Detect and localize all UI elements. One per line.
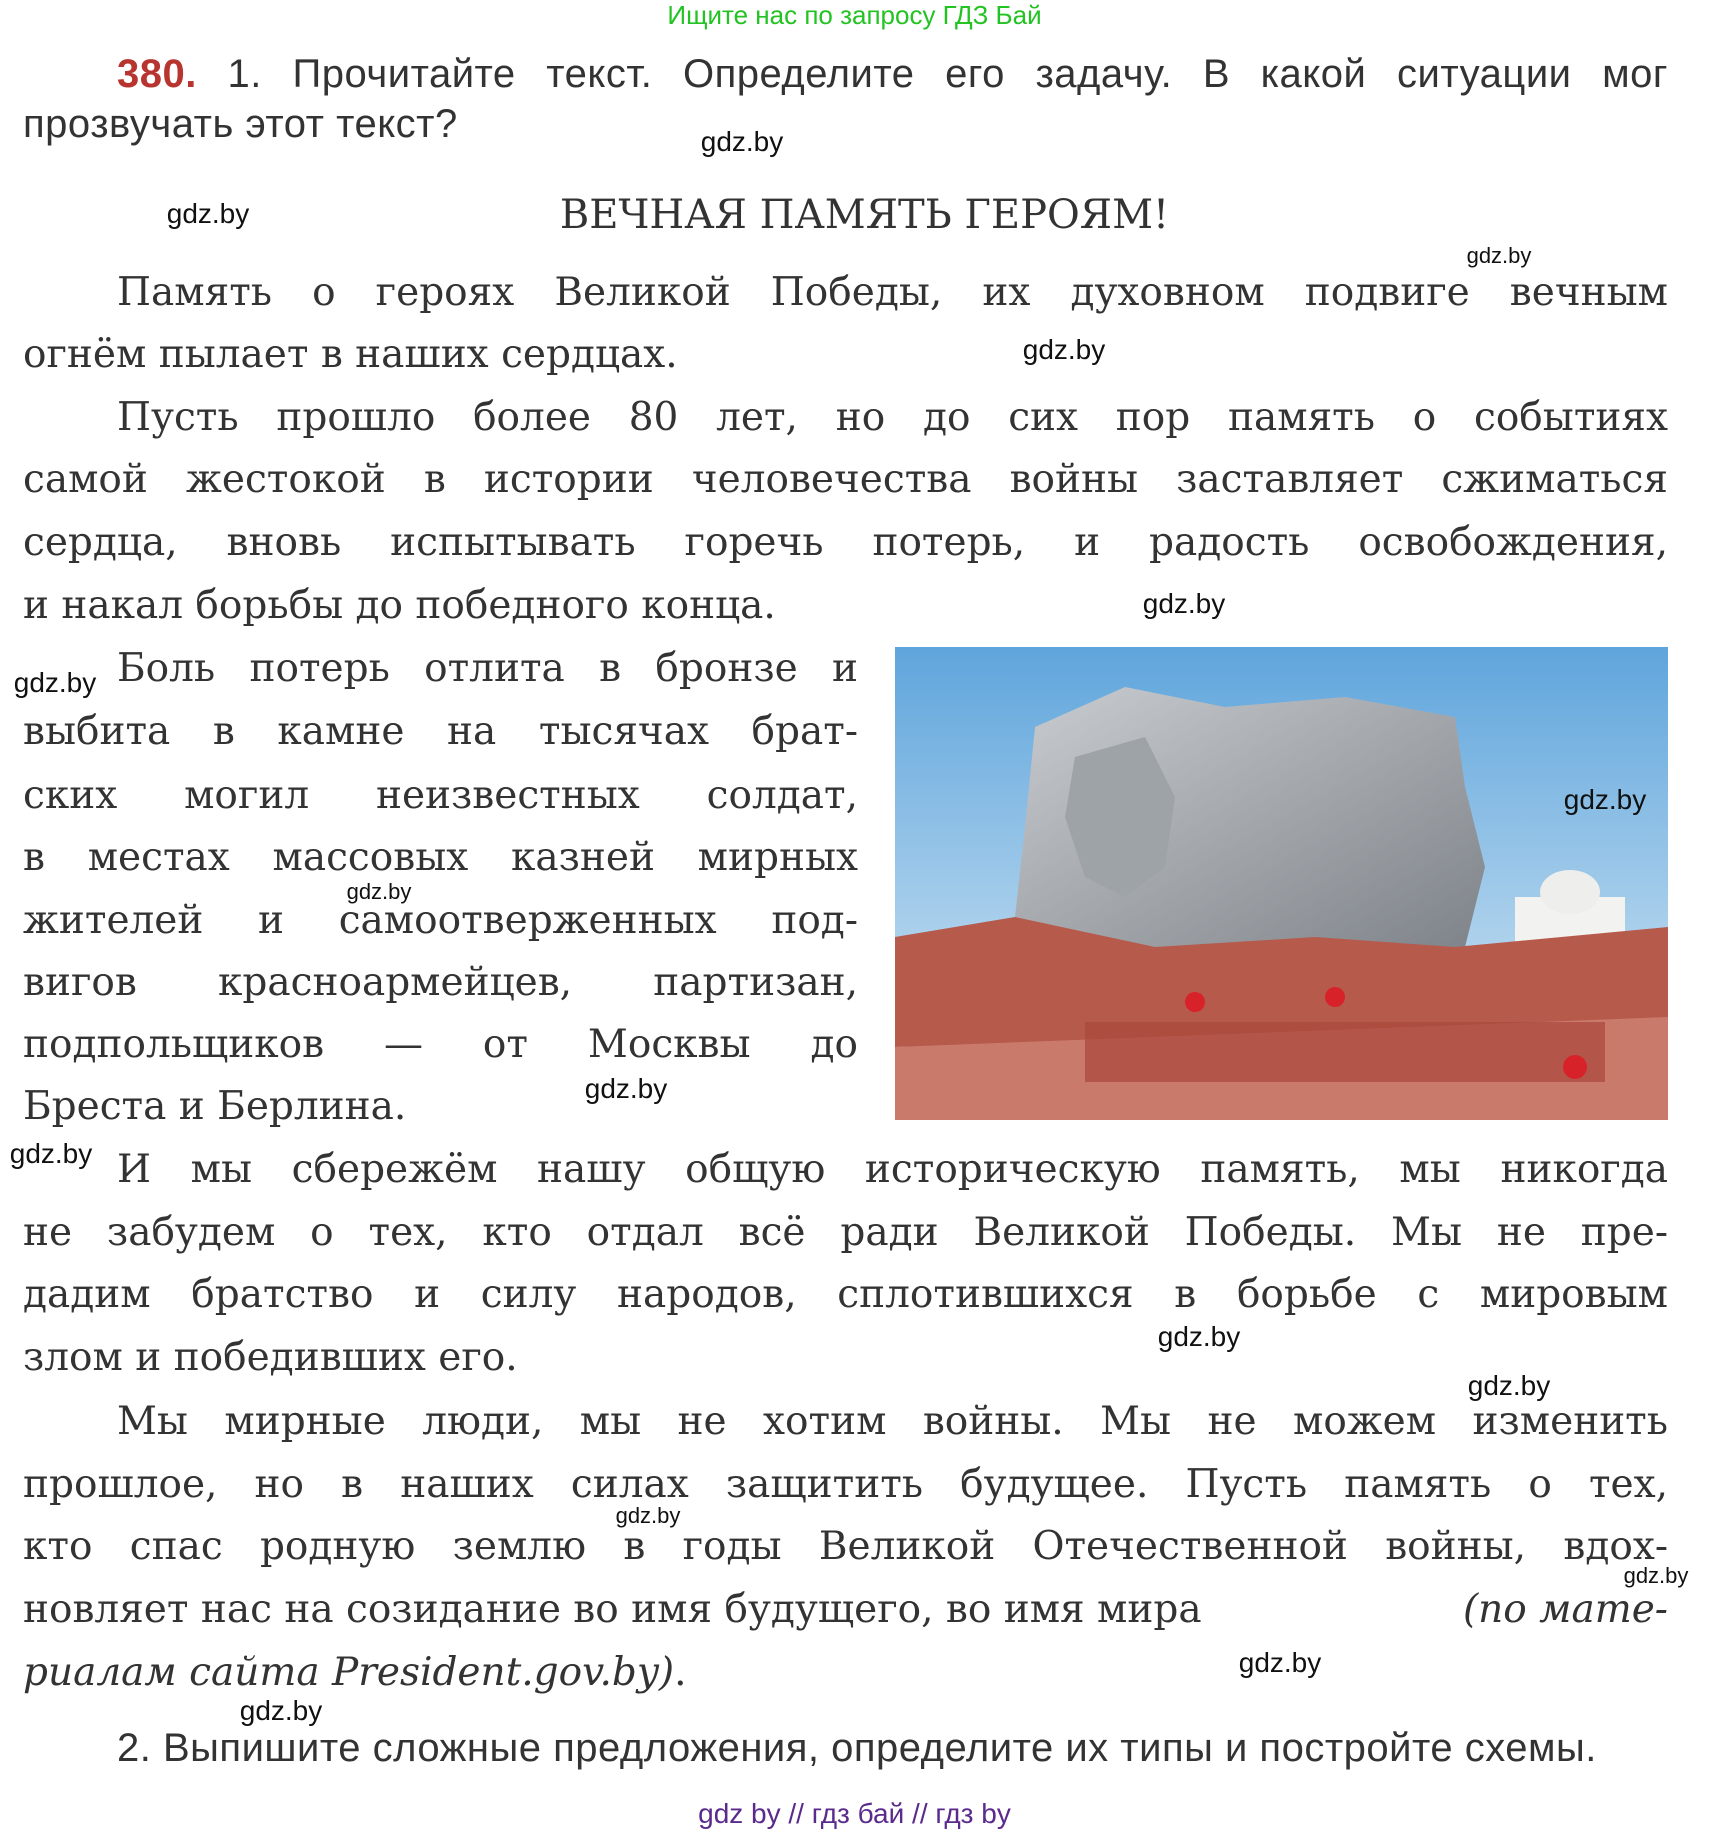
watermark: gdz.by: [1238, 1647, 1322, 1678]
text-line: Бреста и Берлина.: [23, 1084, 407, 1129]
watermark: gdz.by: [1563, 784, 1647, 815]
watermark: gdz.by: [1022, 334, 1106, 365]
text-line: огнём пылает в наших сердцах.: [23, 332, 678, 377]
text-line: в местах массовых казней мирных: [23, 835, 858, 880]
text-line: Мы мирные люди, мы не хотим войны. Мы не можем изменить: [117, 1399, 1668, 1444]
watermark: gdz.by: [615, 1503, 681, 1528]
text-line: злом и победивших его.: [23, 1335, 518, 1380]
watermark: gdz.by: [584, 1073, 668, 1104]
text-line: вигов красноармейцев, партизан,: [23, 960, 858, 1005]
text-line: Боль потерь отлита в бронзе и: [117, 646, 858, 691]
text-line: не забудем о тех, кто отдал всё ради Великой Победы. Мы не пре-: [23, 1210, 1668, 1255]
text-line: сердца, вновь испытывать горечь потерь, и радость освобождения,: [23, 520, 1668, 565]
task-1-text: 1. Прочитайте текст. Определите его задачу. В какой ситуации мог: [227, 52, 1668, 96]
task-1-line-2: прозвучать этот текст?: [23, 102, 458, 146]
exercise-number: 380.: [117, 52, 197, 96]
text-line: дадим братство и силу народов, сплотившихся в борьбе с мировым: [23, 1272, 1668, 1317]
text-line: Память о героях Великой Победы, их духовном подвиге вечным: [117, 270, 1668, 315]
watermark: gdz.by: [9, 1138, 93, 1169]
text-line: и накал борьбы до победного конца.: [23, 583, 776, 628]
text-line: подпольщиков — от Москвы до: [23, 1022, 858, 1067]
text-line: жителей и самоотверженных под-: [23, 898, 858, 943]
source-citation-start: (по мате-: [1462, 1587, 1668, 1632]
watermark: gdz.by: [1466, 243, 1532, 268]
watermark: gdz.by: [700, 126, 784, 157]
task-2: 2. Выпишите сложные предложения, определите их типы и постройте схемы.: [117, 1726, 1597, 1770]
watermark: gdz.by: [13, 667, 97, 698]
period: .: [674, 1650, 687, 1695]
text-line: [23, 1580, 1668, 1640]
text-line-main: новляет нас на созидание во имя будущего, во имя мира: [23, 1587, 1202, 1632]
text-line: [23, 1643, 1668, 1703]
watermark: gdz.by: [1142, 588, 1226, 619]
footer-links[interactable]: gdz by // гдз бай // гдз by: [698, 1798, 1011, 1829]
text-line: прошлое, но в наших силах защитить будущее. Пусть память о тех,: [23, 1462, 1668, 1507]
watermark: gdz.by: [346, 879, 412, 904]
text-line: самой жестокой в истории человечества войны заставляет сжиматься: [23, 457, 1668, 502]
watermark: gdz.by: [1157, 1321, 1241, 1352]
text-line: Пусть прошло более 80 лет, но до сих пор память о событиях: [117, 395, 1668, 440]
text-line: кто спас родную землю в годы Великой Отечественной войны, вдох-: [23, 1524, 1668, 1569]
text-line: И мы сбережём нашу общую историческую память, мы никогда: [117, 1147, 1668, 1192]
watermark: gdz.by: [166, 198, 250, 229]
watermark: gdz.by: [239, 1695, 323, 1726]
text-line: выбита в камне на тысячах брат-: [23, 709, 858, 754]
text-title: ВЕЧНАЯ ПАМЯТЬ ГЕРОЯМ!: [559, 192, 1170, 238]
watermark: gdz.by: [1467, 1370, 1551, 1401]
watermark: gdz.by: [1623, 1563, 1689, 1588]
brest-fortress-memorial-photo: [895, 647, 1668, 1120]
task-1-line: [23, 50, 1668, 98]
text-line: ских могил неизвестных солдат,: [23, 773, 858, 818]
search-banner: Ищите нас по запросу ГДЗ Бай: [667, 0, 1042, 30]
source-citation-end: риалам сайта President.gov.by): [23, 1650, 675, 1695]
